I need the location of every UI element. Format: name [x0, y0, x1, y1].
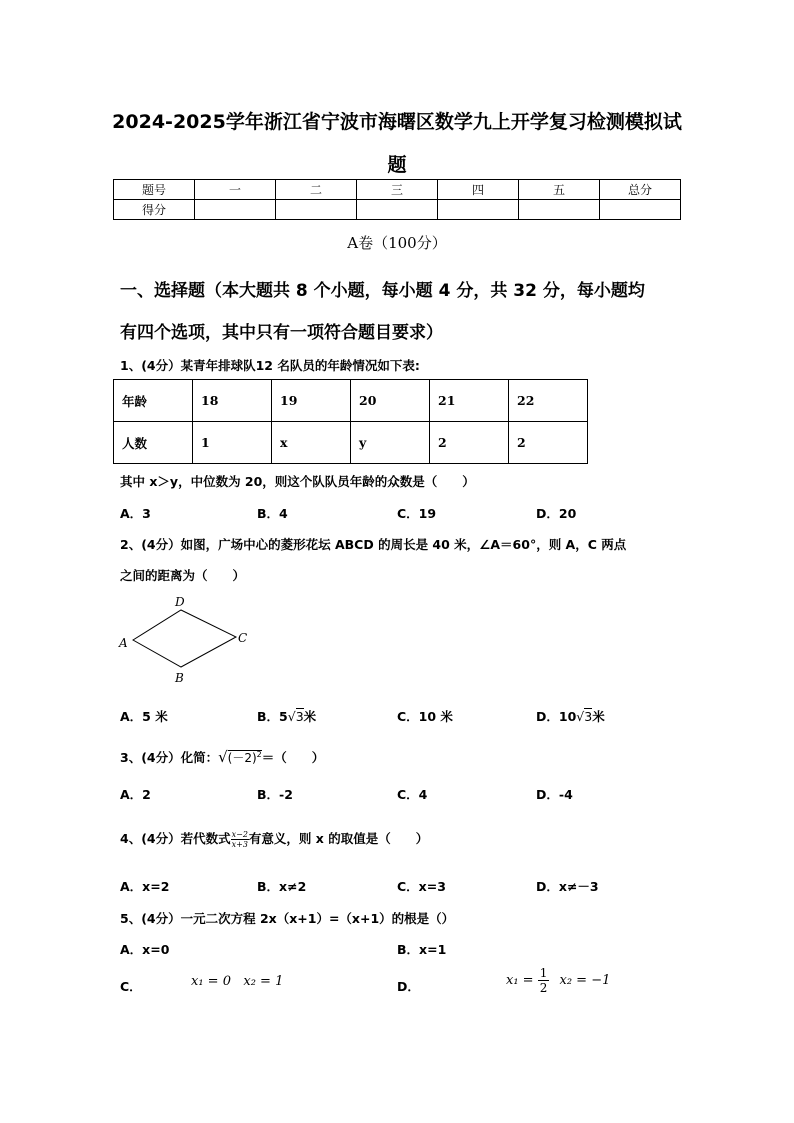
age-cell: 18	[193, 380, 272, 422]
vertex-label-d: D	[175, 595, 185, 609]
q3-option-a[interactable]: A．2	[120, 787, 151, 802]
q3-radicand-base: (－2)	[227, 751, 257, 765]
score-header-cell: 题号	[114, 180, 195, 200]
rhombus-diagram	[115, 592, 255, 687]
sqrt-symbol: √	[576, 709, 585, 724]
q5-option-d-expression	[506, 966, 610, 995]
count-row	[114, 422, 588, 464]
score-cell[interactable]	[600, 200, 681, 220]
score-row-label: 得分	[114, 200, 195, 220]
document-title-continued: 题	[387, 154, 407, 176]
q3-option-b[interactable]: B．-2	[257, 787, 293, 802]
age-row	[114, 380, 588, 422]
count-cell: 2	[430, 422, 509, 464]
q5-option-d[interactable]	[397, 977, 420, 995]
score-header-cell: 三	[357, 180, 438, 200]
section-1-heading-continued: 有四个选项，其中只有一项符合题目要求）	[120, 323, 443, 343]
score-header-cell: 一	[195, 180, 276, 200]
q4-option-a[interactable]: A．x=2	[120, 879, 170, 894]
q5-option-c-expression: x₁ = 0 x₂ = 1	[191, 974, 284, 989]
question-4-stem-prefix: 4、(4分）若代数式	[120, 831, 231, 846]
count-cell: y	[351, 422, 430, 464]
question-3-stem-suffix: ＝（ ）	[261, 750, 325, 765]
q5-option-d-x1: x₁ =	[506, 973, 534, 988]
q2-option-d-suffix: 米	[592, 709, 605, 724]
document-title: 2024-2025学年浙江省宁波市海曙区数学九上开学复习检测模拟试	[112, 111, 682, 133]
section-1-heading: 一、选择题（本大题共 8 个小题，每小题 4 分，共 32 分，每小题均	[120, 281, 645, 301]
count-cell: 2	[509, 422, 588, 464]
sqrt-symbol: √	[287, 709, 296, 724]
q3-option-d[interactable]: D．-4	[536, 787, 573, 802]
q1-option-d[interactable]: D．20	[536, 506, 577, 521]
q5-option-b[interactable]: B．x=1	[397, 942, 447, 957]
q3-radicand-exponent: 2	[256, 750, 262, 759]
q2-option-d-radicand: 3	[584, 709, 593, 724]
q3-radicand	[228, 750, 262, 765]
score-header-cell: 五	[519, 180, 600, 200]
sqrt-symbol: √	[218, 748, 228, 766]
score-value-row	[114, 200, 681, 220]
q5-option-d-x2: x₂ = −1	[559, 973, 611, 988]
score-cell[interactable]	[357, 200, 438, 220]
q5-option-a[interactable]: A．x=0	[120, 942, 170, 957]
q2-option-a[interactable]: A．5 米	[120, 709, 168, 724]
q4-fraction-numerator: x−2	[231, 830, 248, 839]
question-2-stem-continued: 之间的距离为（ ）	[120, 568, 246, 583]
question-2-stem: 2、(4分）如图，广场中心的菱形花坛 ABCD 的周长是 40 米，∠A＝60°，则 A，C 两点	[120, 537, 627, 552]
section-a-heading: A卷（100分）	[347, 234, 447, 252]
score-cell[interactable]	[276, 200, 357, 220]
q4-option-d[interactable]: D．x≠－3	[536, 879, 599, 894]
score-header-cell: 二	[276, 180, 357, 200]
q4-fraction	[231, 830, 249, 849]
q1-option-b[interactable]: B．4	[257, 506, 288, 521]
q4-option-c[interactable]: C．x=3	[397, 879, 446, 894]
vertex-label-a: A	[119, 636, 128, 650]
rhombus-shape	[133, 610, 236, 667]
score-header-row	[114, 180, 681, 200]
q2-option-b-prefix: B．5	[257, 709, 288, 724]
q5-option-d-denominator: 2	[539, 981, 548, 995]
score-cell[interactable]	[195, 200, 276, 220]
age-table	[113, 379, 588, 464]
vertex-label-b: B	[175, 671, 184, 685]
score-cell[interactable]	[519, 200, 600, 220]
q5-option-d-label: D．	[397, 979, 420, 994]
count-cell: x	[272, 422, 351, 464]
question-4-stem	[120, 829, 428, 849]
score-header-cell: 四	[438, 180, 519, 200]
q5-option-c[interactable]	[120, 977, 142, 995]
q1-option-a[interactable]: A．3	[120, 506, 151, 521]
q2-option-b[interactable]	[257, 707, 316, 725]
question-3-stem-prefix: 3、(4分）化简：	[120, 750, 219, 765]
q4-option-b[interactable]: B．x≠2	[257, 879, 307, 894]
q2-option-c[interactable]: C．10 米	[397, 709, 453, 724]
question-3-stem	[120, 748, 324, 766]
age-cell: 20	[351, 380, 430, 422]
q4-fraction-denominator: x+3	[231, 840, 248, 849]
age-cell: 22	[509, 380, 588, 422]
q5-option-c-label: C．	[120, 979, 142, 994]
q2-option-b-radicand: 3	[295, 709, 304, 724]
score-table	[113, 179, 681, 220]
score-cell[interactable]	[438, 200, 519, 220]
q2-option-b-suffix: 米	[303, 709, 317, 724]
question-1-follow: 其中 x＞y，中位数为 20，则这个队队员年龄的众数是（ ）	[120, 474, 475, 489]
q5-option-d-numerator: 1	[539, 966, 548, 980]
age-cell: 19	[272, 380, 351, 422]
count-cell: 人数	[114, 422, 193, 464]
question-4-stem-suffix: 有意义，则 x 的取值是（ ）	[248, 831, 429, 846]
vertex-label-c: C	[238, 631, 248, 645]
question-1-stem: 1、(4分）某青年排球队12 名队员的年龄情况如下表:	[120, 358, 420, 373]
score-header-cell: 总分	[600, 180, 681, 200]
age-cell: 21	[430, 380, 509, 422]
question-5-stem: 5、(4分）一元二次方程 2x（x+1）=（x+1）的根是（）	[120, 911, 455, 926]
count-cell: 1	[193, 422, 272, 464]
q3-option-c[interactable]: C．4	[397, 787, 428, 802]
q2-option-d-prefix: D．10	[536, 709, 577, 724]
q1-option-c[interactable]: C．19	[397, 506, 437, 521]
q2-option-d[interactable]	[536, 707, 605, 725]
age-cell: 年龄	[114, 380, 193, 422]
q5-option-d-fraction	[538, 966, 550, 995]
